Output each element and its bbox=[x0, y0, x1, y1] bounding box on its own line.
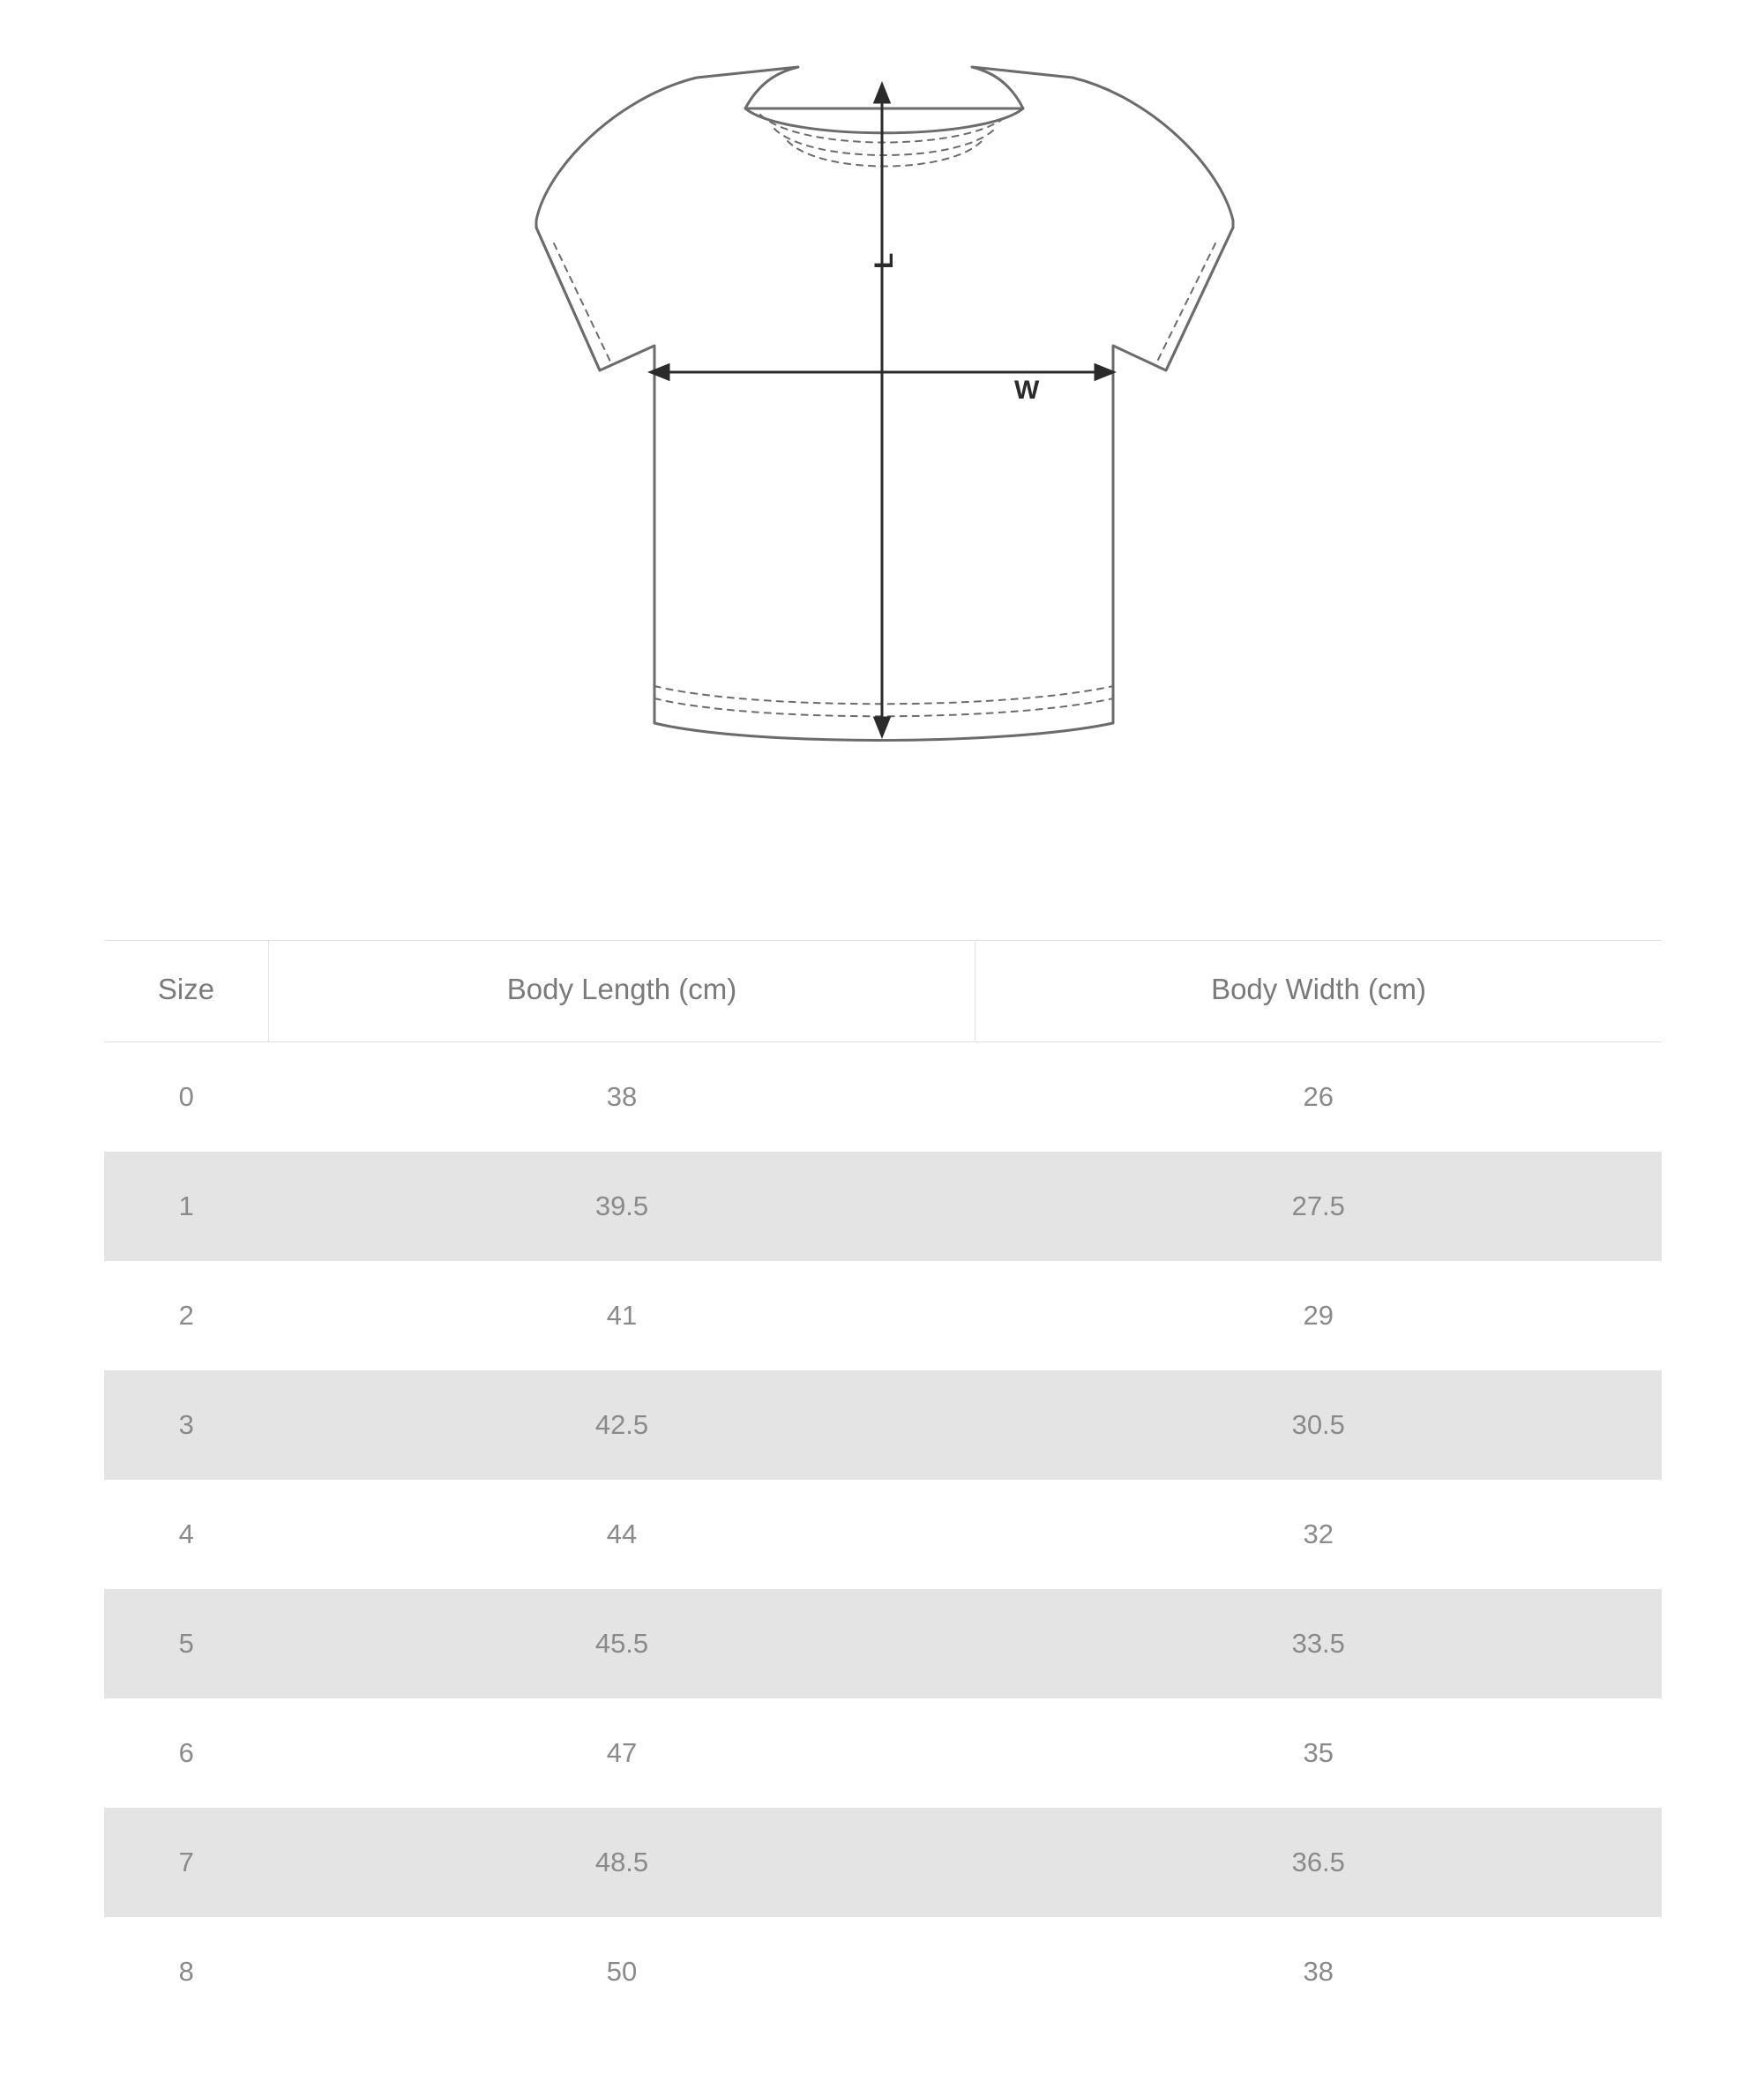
cell-body-width: 26 bbox=[1303, 1081, 1334, 1112]
size-table-wrapper bbox=[104, 940, 1660, 2026]
column-header-body-length: Body Length (cm) bbox=[269, 941, 975, 1042]
table-row bbox=[104, 1808, 1662, 1917]
tshirt-diagram-svg bbox=[0, 0, 1764, 908]
table-row bbox=[104, 1152, 1662, 1261]
cell-size: 0 bbox=[178, 1081, 194, 1112]
table-row bbox=[104, 1261, 1662, 1370]
cell-body-length: 42.5 bbox=[269, 1370, 975, 1480]
size-table bbox=[104, 940, 1662, 2026]
cell-body-length: 41 bbox=[606, 1300, 638, 1331]
cell-body-width: 35 bbox=[1303, 1737, 1334, 1768]
length-label: L bbox=[870, 252, 899, 269]
cell-body-width: 33.5 bbox=[975, 1589, 1663, 1698]
table-row bbox=[104, 1698, 1662, 1808]
cell-size: 5 bbox=[104, 1589, 269, 1698]
table-row bbox=[104, 1042, 1662, 1153]
cell-body-length: 38 bbox=[606, 1081, 638, 1112]
cell-size: 6 bbox=[178, 1737, 194, 1768]
cell-body-width: 27.5 bbox=[975, 1152, 1663, 1261]
table-body bbox=[104, 1042, 1662, 2027]
table-row bbox=[104, 1480, 1662, 1589]
cell-size: 1 bbox=[104, 1152, 269, 1261]
cell-body-width: 38 bbox=[1303, 1956, 1334, 1987]
cell-body-length: 48.5 bbox=[269, 1808, 975, 1917]
cell-size: 4 bbox=[178, 1519, 194, 1549]
cell-size: 8 bbox=[178, 1956, 194, 1987]
column-header-size: Size bbox=[104, 941, 269, 1042]
cell-size: 3 bbox=[104, 1370, 269, 1480]
cell-body-length: 50 bbox=[606, 1956, 638, 1987]
width-label: W bbox=[1014, 376, 1040, 405]
column-header-body-width: Body Width (cm) bbox=[975, 941, 1663, 1042]
table-row bbox=[104, 1589, 1662, 1698]
cell-body-width: 29 bbox=[1303, 1300, 1334, 1331]
cell-body-width: 30.5 bbox=[975, 1370, 1663, 1480]
cell-size: 7 bbox=[104, 1808, 269, 1917]
table-header bbox=[104, 941, 1662, 1042]
cell-body-length: 47 bbox=[606, 1737, 638, 1768]
cell-body-width: 32 bbox=[1303, 1519, 1334, 1549]
cell-body-length: 39.5 bbox=[269, 1152, 975, 1261]
table-row bbox=[104, 1370, 1662, 1480]
cell-body-length: 45.5 bbox=[269, 1589, 975, 1698]
cell-body-length: 44 bbox=[606, 1519, 638, 1549]
table-header-row bbox=[104, 941, 1662, 1042]
cell-size: 2 bbox=[178, 1300, 194, 1331]
tshirt-diagram bbox=[0, 0, 1764, 908]
cell-body-width: 36.5 bbox=[975, 1808, 1663, 1917]
table-row bbox=[104, 1917, 1662, 2026]
